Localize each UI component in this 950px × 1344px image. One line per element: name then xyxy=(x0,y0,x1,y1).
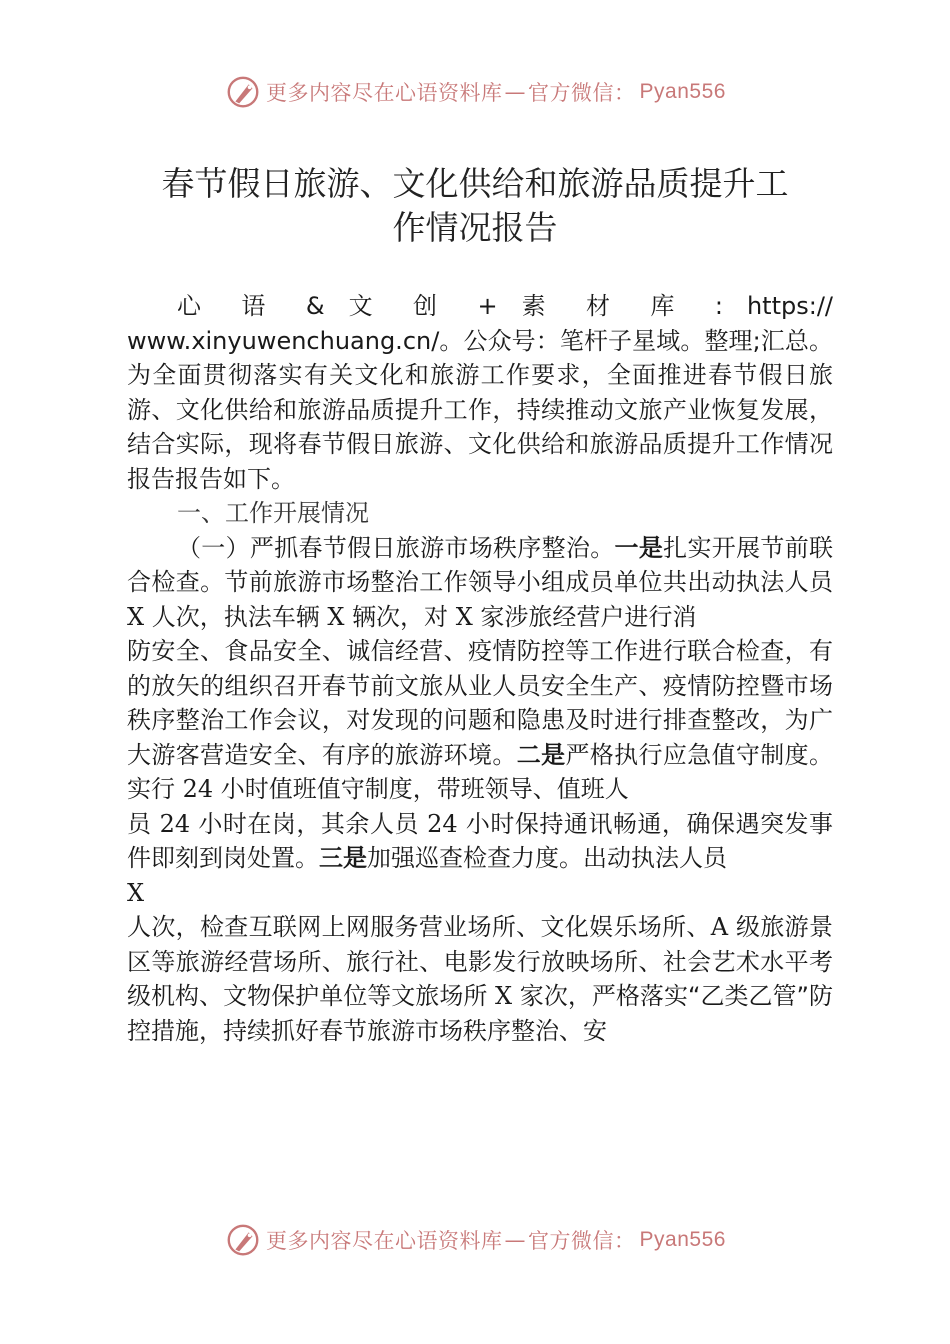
paragraph-2: 防安全、食品安全、诚信经营、疫情防控等工作进行联合检查，有的放矢的组织召开春节前文旅从业人员安全生产、疫情防控暨市场秩序整治工作会议，对发现的问题和隐患及时进行排查整改，为广大游客营造安全、有序的旅游环境。二是严格执行应急值守制度。实行 24 小时值班值守制度，带班领导、值班人 xyxy=(127,637,834,803)
document-body xyxy=(127,289,833,1048)
intro-lead: 心 语 & 文 创 + 素 材 库 : https:// xyxy=(177,292,833,320)
watermark-official: 官方微信： xyxy=(528,81,636,105)
document-title xyxy=(110,162,840,250)
watermark-separator: — xyxy=(504,1228,527,1252)
subsection-heading: （一）严抓春节假日旅游市场秩序整治。 xyxy=(177,533,615,562)
intro-paragraph: www.xinyuwenchuang.cn/。公众号：笔杆子星域。整理;汇总。为全面贯彻落实有关文化和旅游工作要求，全面推进春节假日旅游、文化供给和旅游品质提升工作，持续推动文旅产业恢复发展，结合实际，现将春节假日旅游、文化供给和旅游品质提升工作情况报告报告如下。 xyxy=(127,326,833,493)
title-line-1: 春节假日旅游、文化供给和旅游品质提升工 xyxy=(161,164,789,203)
watermark-top xyxy=(0,72,950,112)
pen-nib-logo-icon xyxy=(224,73,262,111)
paragraph-1: （一）严抓春节假日旅游市场秩序整治。一是扎实开展节前联合检查。节前旅游市场整治工作领导小组成员单位共出动执法人员 X 人次，执法车辆 X 辆次，对 X 家涉旅经营户进行消 xyxy=(127,533,834,631)
pen-nib-logo-icon xyxy=(224,1221,262,1259)
watermark-official: 官方微信： xyxy=(528,1229,636,1253)
paragraph-3: 员 24 小时在岗，其余人员 24 小时保持通讯畅通，确保遇突发事件即刻到岗处置。三是加强巡查检查力度。出动执法人员 X xyxy=(127,809,834,907)
watermark-separator: — xyxy=(504,80,527,104)
title-line-2: 作情况报告 xyxy=(392,208,558,247)
watermark-wechat-id: Pyan556 xyxy=(639,80,726,103)
watermark-text: 更多内容尽在心语资料库 xyxy=(266,1229,503,1253)
watermark-wechat-id: Pyan556 xyxy=(639,1228,726,1251)
watermark-text: 更多内容尽在心语资料库 xyxy=(266,81,503,105)
paragraph-4: 人次，检查互联网上网服务营业场所、文化娱乐场所、A 级旅游景区等旅游经营场所、旅行社、电影发行放映场所、社会艺术水平考级机构、文物保护单位等文旅场所 X 家次，严格落实“乙类乙管”防控措施，持续抓好春节旅游市场秩序整治、安 xyxy=(127,913,834,1045)
section-heading: 一、工作开展情况 xyxy=(177,499,369,527)
watermark-bottom xyxy=(0,1220,950,1260)
